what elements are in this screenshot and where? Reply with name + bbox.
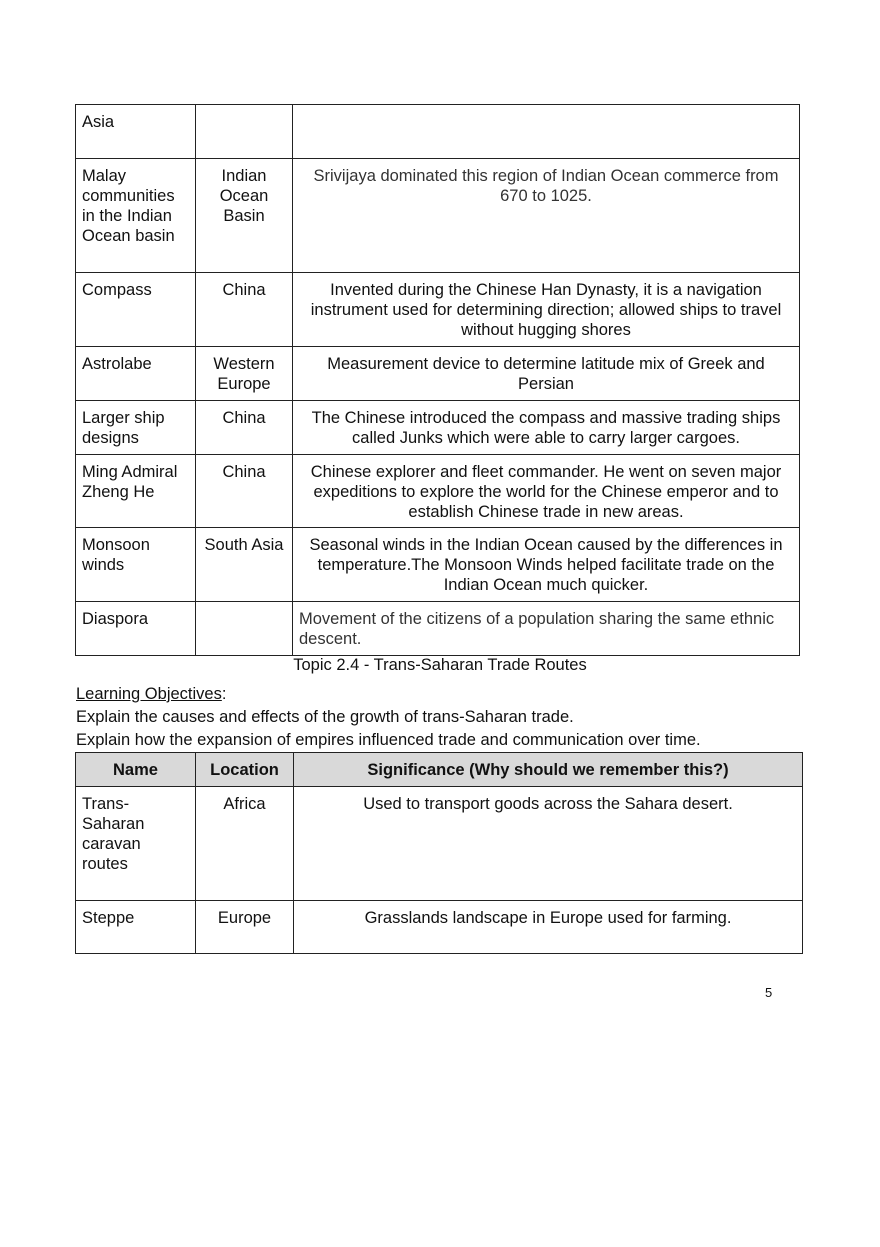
term-significance: Chinese explorer and fleet commander. He went on seven major expeditions to explore the world for the Chinese emperor and to establish Chinese trade in new areas. <box>293 455 800 528</box>
term-location: China <box>196 455 293 528</box>
table-row <box>76 401 800 455</box>
table-row <box>76 273 800 347</box>
term-name: Steppe <box>76 901 196 954</box>
term-significance: Used to transport goods across the Sahara desert. <box>294 787 803 901</box>
table-row <box>76 159 800 273</box>
objective-item: Explain how the expansion of empires influenced trade and communication over time. <box>76 731 701 749</box>
term-location: Indian Ocean Basin <box>196 159 293 273</box>
term-name: Monsoon winds <box>76 528 196 602</box>
term-name: Asia <box>76 105 196 159</box>
topic-heading: Topic 2.4 - Trans-Saharan Trade Routes <box>293 656 587 674</box>
term-location: Europe <box>196 901 294 954</box>
term-significance: Grasslands landscape in Europe used for farming. <box>294 901 803 954</box>
term-name: Malay communities in the Indian Ocean basin <box>76 159 196 273</box>
table-row <box>76 455 800 528</box>
header-name: Name <box>76 753 196 787</box>
term-location: Western Europe <box>196 347 293 401</box>
learning-objectives-heading: Learning Objectives: <box>76 685 227 703</box>
term-significance: Movement of the citizens of a population sharing the same ethnic descent. <box>293 602 800 656</box>
terms-table-continued <box>75 104 800 656</box>
table-row <box>76 901 803 954</box>
table-row <box>76 105 800 159</box>
term-name: Diaspora <box>76 602 196 656</box>
objective-item: Explain the causes and effects of the growth of trans-Saharan trade. <box>76 708 574 726</box>
header-location: Location <box>196 753 294 787</box>
term-significance: Srivijaya dominated this region of Indian Ocean commerce from 670 to 1025. <box>293 159 800 273</box>
term-name: Compass <box>76 273 196 347</box>
table-row <box>76 787 803 901</box>
term-location <box>196 105 293 159</box>
table-row <box>76 528 800 602</box>
term-significance: Invented during the Chinese Han Dynasty, it is a navigation instrument used for determining direction; allowed ships to travel without hugging shores <box>293 273 800 347</box>
term-significance: Measurement device to determine latitude mix of Greek and Persian <box>293 347 800 401</box>
header-significance: Significance (Why should we remember this?) <box>294 753 803 787</box>
term-significance: The Chinese introduced the compass and massive trading ships called Junks which were able to carry larger cargoes. <box>293 401 800 455</box>
table-row <box>76 347 800 401</box>
term-location: Africa <box>196 787 294 901</box>
term-location: South Asia <box>196 528 293 602</box>
table-row <box>76 602 800 656</box>
table-header-row <box>76 753 803 787</box>
term-name: Trans-Saharan caravan routes <box>76 787 196 901</box>
term-location <box>196 602 293 656</box>
term-location: China <box>196 273 293 347</box>
learning-objectives-label: Learning Objectives <box>76 685 222 703</box>
term-name: Ming Admiral Zheng He <box>76 455 196 528</box>
trans-saharan-table <box>75 752 803 954</box>
term-name: Astrolabe <box>76 347 196 401</box>
term-significance: Seasonal winds in the Indian Ocean caused by the differences in temperature.The Monsoon Winds helped facilitate trade on the Indian Ocean much quicker. <box>293 528 800 602</box>
term-name: Larger ship designs <box>76 401 196 455</box>
term-location: China <box>196 401 293 455</box>
page-number: 5 <box>765 985 773 1000</box>
term-significance <box>293 105 800 159</box>
